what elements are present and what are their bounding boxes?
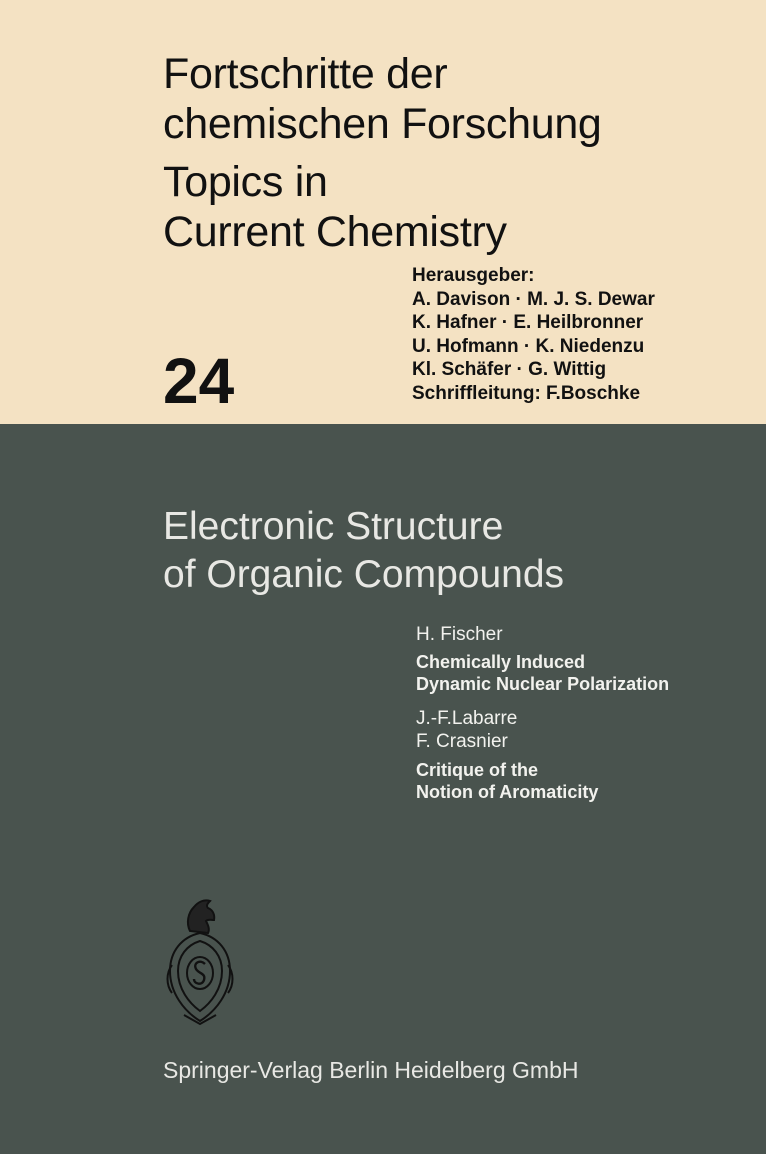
editors-line: Kl. Schäfer · G. Wittig [412, 359, 607, 381]
series-title-de-line1: Fortschritte der [163, 50, 448, 98]
editors-line: K. Hafner · E. Heilbronner [412, 312, 644, 334]
editors-heading: Herausgeber: [412, 265, 535, 286]
article-1-title [416, 651, 669, 695]
editors-block [412, 264, 655, 406]
series-title-en-line2: Current Chemistry [163, 208, 507, 256]
article-title-line: Critique of the [416, 760, 538, 780]
article-author: F. Crasnier [416, 731, 508, 752]
publisher-imprint: Springer-Verlag Berlin Heidelberg GmbH [163, 1057, 579, 1083]
series-title-en-line1: Topics in [163, 158, 328, 206]
article-title-line: Chemically Induced [416, 652, 586, 672]
volume-number: 24 [163, 345, 235, 417]
cover-top-panel [0, 0, 766, 424]
springer-knight-seal-icon [160, 893, 240, 1028]
article-author: J.-F.Labarre [416, 708, 518, 729]
article-2-title [416, 759, 598, 803]
article-title-line: Notion of Aromaticity [416, 782, 599, 802]
editors-line: Schriffleitung: F.Boschke [412, 382, 641, 404]
volume-title-line2: of Organic Compounds [163, 553, 565, 596]
series-title-de-line2: chemischen Forschung [163, 100, 602, 148]
article-2-authors [416, 707, 517, 753]
editors-line: A. Davison · M. J. S. Dewar [412, 288, 655, 310]
article-1-authors [416, 623, 503, 646]
volume-title-line1: Electronic Structure [163, 505, 504, 548]
article-author: H. Fischer [416, 624, 503, 645]
editors-line: U. Hofmann · K. Niedenzu [412, 335, 645, 357]
article-title-line: Dynamic Nuclear Polarization [416, 674, 670, 694]
volume-title [163, 503, 564, 599]
